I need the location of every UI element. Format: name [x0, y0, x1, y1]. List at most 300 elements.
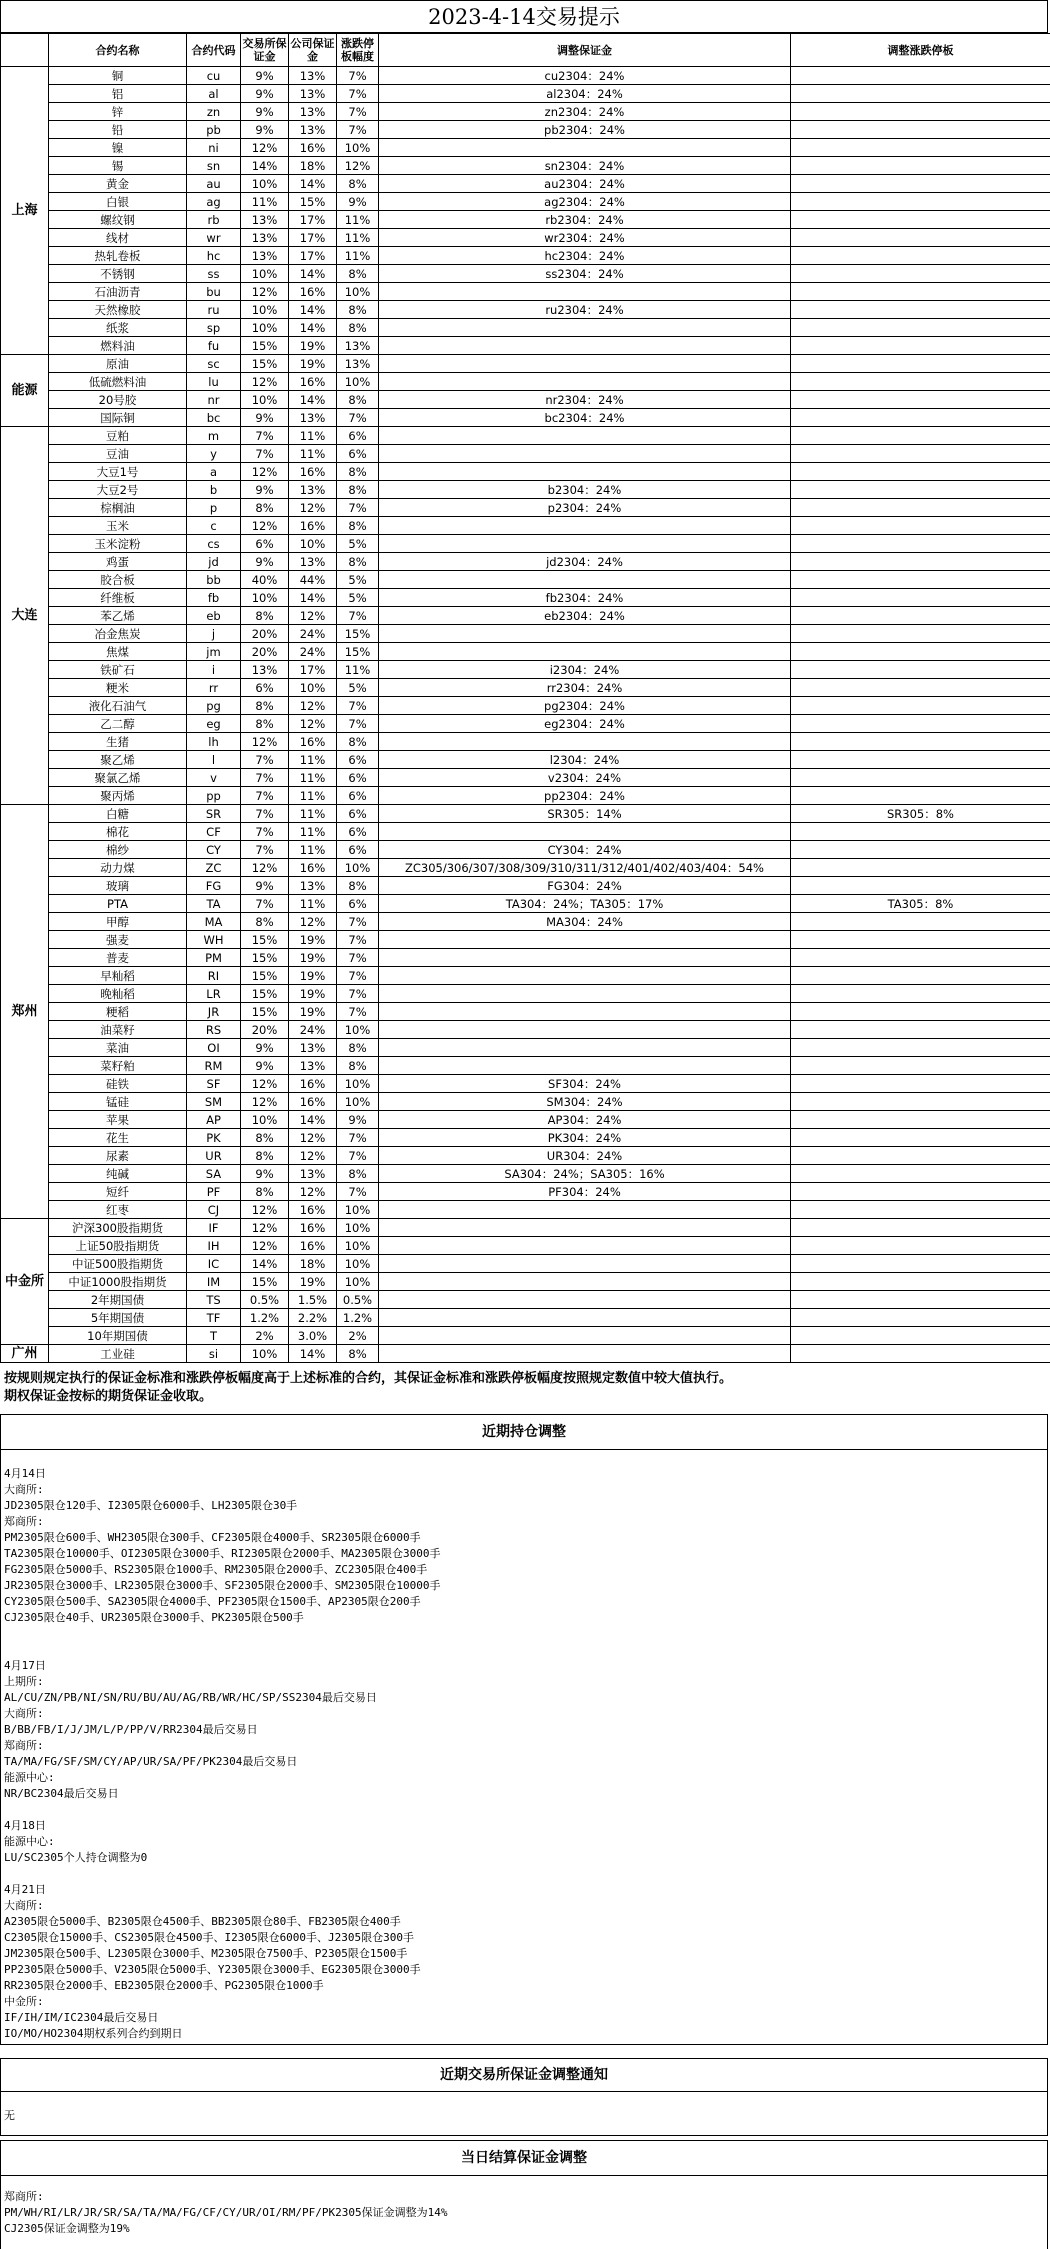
- adj-limit-cell: [791, 1165, 1050, 1183]
- code-cell: ru: [187, 301, 241, 319]
- adj-limit-cell: [791, 949, 1050, 967]
- limit-cell: 10%: [337, 1219, 379, 1237]
- company-margin-cell: 2.2%: [289, 1309, 337, 1327]
- adj-margin-cell: ZC305/306/307/308/309/310/311/312/401/402/403/404：54%: [379, 859, 791, 877]
- code-cell: sc: [187, 355, 241, 373]
- adj-margin-cell: al2304：24%: [379, 85, 791, 103]
- code-cell: eg: [187, 715, 241, 733]
- margin-cell: 8%: [241, 1129, 289, 1147]
- company-margin-cell: 11%: [289, 805, 337, 823]
- code-cell: RS: [187, 1021, 241, 1039]
- limit-cell: 8%: [337, 553, 379, 571]
- adj-margin-cell: SR305：14%: [379, 805, 791, 823]
- exchange-notice-text: 无: [4, 2109, 15, 2122]
- adj-margin-cell: [379, 1201, 791, 1219]
- name-cell: 20号胶: [49, 391, 187, 409]
- margin-cell: 9%: [241, 67, 289, 85]
- adj-limit-cell: [791, 697, 1050, 715]
- code-cell: SM: [187, 1093, 241, 1111]
- code-cell: T: [187, 1327, 241, 1345]
- adj-limit-cell: [791, 337, 1050, 355]
- name-cell: 白银: [49, 193, 187, 211]
- margin-cell: 13%: [241, 661, 289, 679]
- company-margin-cell: 11%: [289, 823, 337, 841]
- margin-cell: 13%: [241, 229, 289, 247]
- adj-limit-cell: [791, 715, 1050, 733]
- name-cell: 石油沥青: [49, 283, 187, 301]
- adj-margin-cell: PF304：24%: [379, 1183, 791, 1201]
- header-margin: 交易所保证金: [241, 34, 289, 67]
- limit-cell: 10%: [337, 1021, 379, 1039]
- table-row: [1, 193, 1050, 211]
- code-cell: SF: [187, 1075, 241, 1093]
- limit-cell: 8%: [337, 319, 379, 337]
- margin-cell: 14%: [241, 1255, 289, 1273]
- adj-margin-cell: [379, 319, 791, 337]
- adj-margin-cell: SM304：24%: [379, 1093, 791, 1111]
- adj-margin-cell: [379, 1291, 791, 1309]
- margin-cell: 7%: [241, 769, 289, 787]
- adj-limit-cell: [791, 751, 1050, 769]
- margin-cell: 7%: [241, 895, 289, 913]
- table-row: [1, 481, 1050, 499]
- exchange-cell: 广州: [1, 1345, 49, 1363]
- margin-cell: 7%: [241, 841, 289, 859]
- adj-limit-cell: [791, 1129, 1050, 1147]
- name-cell: 沪深300股指期货: [49, 1219, 187, 1237]
- company-margin-cell: 11%: [289, 445, 337, 463]
- company-margin-cell: 24%: [289, 643, 337, 661]
- company-margin-cell: 14%: [289, 319, 337, 337]
- margin-cell: 6%: [241, 535, 289, 553]
- margin-cell: 15%: [241, 949, 289, 967]
- table-row: [1, 1219, 1050, 1237]
- table-row: [1, 553, 1050, 571]
- adj-limit-cell: [791, 661, 1050, 679]
- margin-cell: 12%: [241, 373, 289, 391]
- adj-margin-cell: p2304：24%: [379, 499, 791, 517]
- company-margin-cell: 16%: [289, 1093, 337, 1111]
- code-cell: wr: [187, 229, 241, 247]
- company-margin-cell: 44%: [289, 571, 337, 589]
- table-row: [1, 1111, 1050, 1129]
- adj-margin-cell: jd2304：24%: [379, 553, 791, 571]
- company-margin-cell: 19%: [289, 355, 337, 373]
- limit-cell: 11%: [337, 211, 379, 229]
- code-cell: FG: [187, 877, 241, 895]
- adj-margin-cell: [379, 445, 791, 463]
- name-cell: 锌: [49, 103, 187, 121]
- table-row: [1, 211, 1050, 229]
- margin-cell: 12%: [241, 1237, 289, 1255]
- name-cell: 玻璃: [49, 877, 187, 895]
- adj-limit-cell: [791, 1075, 1050, 1093]
- adj-margin-cell: [379, 1039, 791, 1057]
- code-cell: RI: [187, 967, 241, 985]
- company-margin-cell: 13%: [289, 1165, 337, 1183]
- adj-margin-cell: [379, 337, 791, 355]
- adj-limit-cell: [791, 1183, 1050, 1201]
- adj-margin-cell: [379, 1345, 791, 1363]
- name-cell: 玉米: [49, 517, 187, 535]
- company-margin-cell: 16%: [289, 1075, 337, 1093]
- exchange-cell: 郑州: [1, 805, 49, 1219]
- code-cell: IC: [187, 1255, 241, 1273]
- limit-cell: 5%: [337, 679, 379, 697]
- adj-limit-cell: [791, 1255, 1050, 1273]
- adj-limit-cell: [791, 211, 1050, 229]
- name-cell: 油菜籽: [49, 1021, 187, 1039]
- code-cell: pb: [187, 121, 241, 139]
- adj-limit-cell: [791, 841, 1050, 859]
- code-cell: SR: [187, 805, 241, 823]
- company-margin-cell: 13%: [289, 121, 337, 139]
- margin-cell: 12%: [241, 1201, 289, 1219]
- limit-cell: 6%: [337, 445, 379, 463]
- adj-margin-cell: bc2304：24%: [379, 409, 791, 427]
- margin-cell: 7%: [241, 805, 289, 823]
- name-cell: 早籼稻: [49, 967, 187, 985]
- table-row: [1, 337, 1050, 355]
- table-row: [1, 247, 1050, 265]
- name-cell: 铁矿石: [49, 661, 187, 679]
- code-cell: bc: [187, 409, 241, 427]
- name-cell: 晚籼稻: [49, 985, 187, 1003]
- code-cell: IM: [187, 1273, 241, 1291]
- code-cell: si: [187, 1345, 241, 1363]
- table-row: [1, 355, 1050, 373]
- margin-cell: 10%: [241, 175, 289, 193]
- adj-margin-cell: [379, 1273, 791, 1291]
- table-body: [1, 67, 1050, 1363]
- adj-margin-cell: rb2304：24%: [379, 211, 791, 229]
- adj-limit-cell: [791, 1111, 1050, 1129]
- limit-cell: 8%: [337, 1057, 379, 1075]
- code-cell: ZC: [187, 859, 241, 877]
- margin-cell: 13%: [241, 211, 289, 229]
- margin-cell: 14%: [241, 157, 289, 175]
- name-cell: 硅铁: [49, 1075, 187, 1093]
- code-cell: MA: [187, 913, 241, 931]
- adj-limit-cell: [791, 409, 1050, 427]
- code-cell: fb: [187, 589, 241, 607]
- adj-limit-cell: [791, 229, 1050, 247]
- company-margin-cell: 19%: [289, 1003, 337, 1021]
- table-row: [1, 409, 1050, 427]
- name-cell: 2年期国债: [49, 1291, 187, 1309]
- adj-margin-cell: [379, 643, 791, 661]
- margin-cell: 8%: [241, 1183, 289, 1201]
- margin-cell: 7%: [241, 445, 289, 463]
- name-cell: 纸浆: [49, 319, 187, 337]
- adj-margin-cell: MA304：24%: [379, 913, 791, 931]
- code-cell: TF: [187, 1309, 241, 1327]
- adj-limit-cell: [791, 733, 1050, 751]
- limit-cell: 9%: [337, 193, 379, 211]
- limit-cell: 8%: [337, 1165, 379, 1183]
- table-row: [1, 157, 1050, 175]
- adj-margin-cell: l2304：24%: [379, 751, 791, 769]
- company-margin-cell: 19%: [289, 985, 337, 1003]
- company-margin-cell: 12%: [289, 715, 337, 733]
- adj-limit-cell: [791, 859, 1050, 877]
- name-cell: 液化石油气: [49, 697, 187, 715]
- margin-cell: 40%: [241, 571, 289, 589]
- adj-margin-cell: pb2304：24%: [379, 121, 791, 139]
- limit-cell: 7%: [337, 715, 379, 733]
- adj-margin-cell: [379, 139, 791, 157]
- code-cell: PM: [187, 949, 241, 967]
- margin-cell: 12%: [241, 139, 289, 157]
- adj-margin-cell: [379, 1327, 791, 1345]
- margin-cell: 8%: [241, 697, 289, 715]
- code-cell: eb: [187, 607, 241, 625]
- code-cell: IH: [187, 1237, 241, 1255]
- table-row: [1, 607, 1050, 625]
- adj-margin-cell: wr2304：24%: [379, 229, 791, 247]
- adj-margin-cell: cu2304：24%: [379, 67, 791, 85]
- margin-cell: 10%: [241, 391, 289, 409]
- margin-cell: 15%: [241, 355, 289, 373]
- table-row: [1, 571, 1050, 589]
- adj-limit-cell: [791, 427, 1050, 445]
- limit-cell: 6%: [337, 841, 379, 859]
- limit-cell: 5%: [337, 571, 379, 589]
- code-cell: AP: [187, 1111, 241, 1129]
- code-cell: RM: [187, 1057, 241, 1075]
- adj-margin-cell: SA304：24%；SA305：16%: [379, 1165, 791, 1183]
- limit-cell: 7%: [337, 121, 379, 139]
- margin-cell: 7%: [241, 751, 289, 769]
- margin-cell: 9%: [241, 1039, 289, 1057]
- code-cell: UR: [187, 1147, 241, 1165]
- adj-margin-cell: zn2304：24%: [379, 103, 791, 121]
- table-row: [1, 769, 1050, 787]
- table-row: [1, 1327, 1050, 1345]
- adj-limit-cell: [791, 1057, 1050, 1075]
- table-row: [1, 895, 1050, 913]
- name-cell: 棕榈油: [49, 499, 187, 517]
- code-cell: a: [187, 463, 241, 481]
- company-margin-cell: 10%: [289, 679, 337, 697]
- adj-limit-cell: [791, 445, 1050, 463]
- limit-cell: 7%: [337, 67, 379, 85]
- adj-margin-cell: pp2304：24%: [379, 787, 791, 805]
- name-cell: 上证50股指期货: [49, 1237, 187, 1255]
- margin-cell: 6%: [241, 679, 289, 697]
- name-cell: 纤维板: [49, 589, 187, 607]
- table-row: [1, 445, 1050, 463]
- margin-cell: 10%: [241, 301, 289, 319]
- limit-cell: 7%: [337, 967, 379, 985]
- code-cell: sp: [187, 319, 241, 337]
- adj-limit-cell: [791, 679, 1050, 697]
- limit-cell: 8%: [337, 1039, 379, 1057]
- name-cell: 苹果: [49, 1111, 187, 1129]
- table-row: [1, 841, 1050, 859]
- adj-limit-cell: [791, 787, 1050, 805]
- name-cell: 铅: [49, 121, 187, 139]
- margin-cell: 20%: [241, 1021, 289, 1039]
- company-margin-cell: 11%: [289, 751, 337, 769]
- adj-limit-cell: [791, 1291, 1050, 1309]
- adj-limit-cell: [791, 985, 1050, 1003]
- table-row: [1, 625, 1050, 643]
- table-row: [1, 535, 1050, 553]
- adj-limit-cell: SR305：8%: [791, 805, 1050, 823]
- code-cell: lh: [187, 733, 241, 751]
- adj-margin-cell: [379, 967, 791, 985]
- adj-margin-cell: PK304：24%: [379, 1129, 791, 1147]
- adj-limit-cell: [791, 1345, 1050, 1363]
- adj-limit-cell: [791, 931, 1050, 949]
- company-margin-cell: 13%: [289, 103, 337, 121]
- company-margin-cell: 19%: [289, 967, 337, 985]
- adj-margin-cell: rr2304：24%: [379, 679, 791, 697]
- margin-cell: 9%: [241, 85, 289, 103]
- name-cell: 聚丙烯: [49, 787, 187, 805]
- adj-limit-cell: [791, 1201, 1050, 1219]
- table-row: [1, 1309, 1050, 1327]
- adj-margin-cell: hc2304：24%: [379, 247, 791, 265]
- limit-cell: 10%: [337, 859, 379, 877]
- margin-cell: 8%: [241, 913, 289, 931]
- margin-cell: 12%: [241, 1219, 289, 1237]
- name-cell: 不锈钢: [49, 265, 187, 283]
- table-row: [1, 589, 1050, 607]
- table-row: [1, 751, 1050, 769]
- header-adj-limit: 调整涨跌停板: [791, 34, 1050, 67]
- name-cell: 强麦: [49, 931, 187, 949]
- code-cell: rb: [187, 211, 241, 229]
- name-cell: 短纤: [49, 1183, 187, 1201]
- company-margin-cell: 14%: [289, 265, 337, 283]
- margin-cell: 9%: [241, 409, 289, 427]
- table-row: [1, 643, 1050, 661]
- code-cell: jd: [187, 553, 241, 571]
- exchange-notice-title: 近期交易所保证金调整通知: [0, 2058, 1048, 2092]
- limit-cell: 6%: [337, 823, 379, 841]
- margin-cell: 11%: [241, 193, 289, 211]
- adj-margin-cell: [379, 823, 791, 841]
- name-cell: 普麦: [49, 949, 187, 967]
- company-margin-cell: 10%: [289, 535, 337, 553]
- limit-cell: 12%: [337, 157, 379, 175]
- name-cell: 锰硅: [49, 1093, 187, 1111]
- adj-limit-cell: [791, 607, 1050, 625]
- name-cell: 热轧卷板: [49, 247, 187, 265]
- table-row: [1, 733, 1050, 751]
- rules-note: [4, 1370, 1044, 1406]
- name-cell: 黄金: [49, 175, 187, 193]
- adj-margin-cell: [379, 1309, 791, 1327]
- company-margin-cell: 12%: [289, 499, 337, 517]
- table-row: [1, 391, 1050, 409]
- company-margin-cell: 13%: [289, 481, 337, 499]
- adj-limit-cell: [791, 67, 1050, 85]
- margin-cell: 9%: [241, 481, 289, 499]
- margin-cell: 12%: [241, 283, 289, 301]
- margin-cell: 15%: [241, 337, 289, 355]
- margin-cell: 15%: [241, 985, 289, 1003]
- adj-limit-cell: [791, 967, 1050, 985]
- note-line: 按规则规定执行的保证金标准和涨跌停板幅度高于上述标准的合约，其保证金标准和涨跌停板幅度按照规定数值中较大值执行。: [4, 1371, 733, 1386]
- code-cell: CF: [187, 823, 241, 841]
- adj-margin-cell: i2304：24%: [379, 661, 791, 679]
- code-cell: nr: [187, 391, 241, 409]
- company-margin-cell: 19%: [289, 337, 337, 355]
- table-row: [1, 1129, 1050, 1147]
- limit-cell: 11%: [337, 247, 379, 265]
- margin-cell: 9%: [241, 553, 289, 571]
- code-cell: c: [187, 517, 241, 535]
- adj-margin-cell: eb2304：24%: [379, 607, 791, 625]
- adj-margin-cell: sn2304：24%: [379, 157, 791, 175]
- code-cell: j: [187, 625, 241, 643]
- name-cell: 原油: [49, 355, 187, 373]
- adj-limit-cell: [791, 391, 1050, 409]
- margin-cell: 12%: [241, 859, 289, 877]
- table-row: [1, 499, 1050, 517]
- company-margin-cell: 17%: [289, 247, 337, 265]
- company-margin-cell: 14%: [289, 301, 337, 319]
- table-row: [1, 139, 1050, 157]
- name-cell: 甲醇: [49, 913, 187, 931]
- company-margin-cell: 12%: [289, 607, 337, 625]
- adj-limit-cell: [791, 1237, 1050, 1255]
- table-row: [1, 103, 1050, 121]
- margin-cell: 9%: [241, 1165, 289, 1183]
- code-cell: sn: [187, 157, 241, 175]
- code-cell: cs: [187, 535, 241, 553]
- company-margin-cell: 17%: [289, 661, 337, 679]
- adj-margin-cell: AP304：24%: [379, 1111, 791, 1129]
- limit-cell: 2%: [337, 1327, 379, 1345]
- adj-limit-cell: [791, 823, 1050, 841]
- limit-cell: 0.5%: [337, 1291, 379, 1309]
- company-margin-cell: 16%: [289, 517, 337, 535]
- name-cell: 镍: [49, 139, 187, 157]
- company-margin-cell: 14%: [289, 175, 337, 193]
- margin-cell: 9%: [241, 877, 289, 895]
- limit-cell: 10%: [337, 1237, 379, 1255]
- name-cell: 粳稻: [49, 1003, 187, 1021]
- limit-cell: 7%: [337, 931, 379, 949]
- limit-cell: 8%: [337, 265, 379, 283]
- margin-cell: 15%: [241, 967, 289, 985]
- limit-cell: 7%: [337, 85, 379, 103]
- code-cell: IF: [187, 1219, 241, 1237]
- limit-cell: 11%: [337, 229, 379, 247]
- margin-cell: 2%: [241, 1327, 289, 1345]
- margin-cell: 0.5%: [241, 1291, 289, 1309]
- name-cell: 花生: [49, 1129, 187, 1147]
- margin-cell: 7%: [241, 823, 289, 841]
- name-cell: 粳米: [49, 679, 187, 697]
- adj-margin-cell: [379, 571, 791, 589]
- adj-limit-cell: [791, 517, 1050, 535]
- name-cell: 尿素: [49, 1147, 187, 1165]
- limit-cell: 7%: [337, 1183, 379, 1201]
- table-row: [1, 931, 1050, 949]
- code-cell: y: [187, 445, 241, 463]
- adj-limit-cell: [791, 175, 1050, 193]
- adj-limit-cell: [791, 301, 1050, 319]
- name-cell: 中证500股指期货: [49, 1255, 187, 1273]
- table-row: [1, 1255, 1050, 1273]
- adj-margin-cell: [379, 1219, 791, 1237]
- company-margin-cell: 11%: [289, 769, 337, 787]
